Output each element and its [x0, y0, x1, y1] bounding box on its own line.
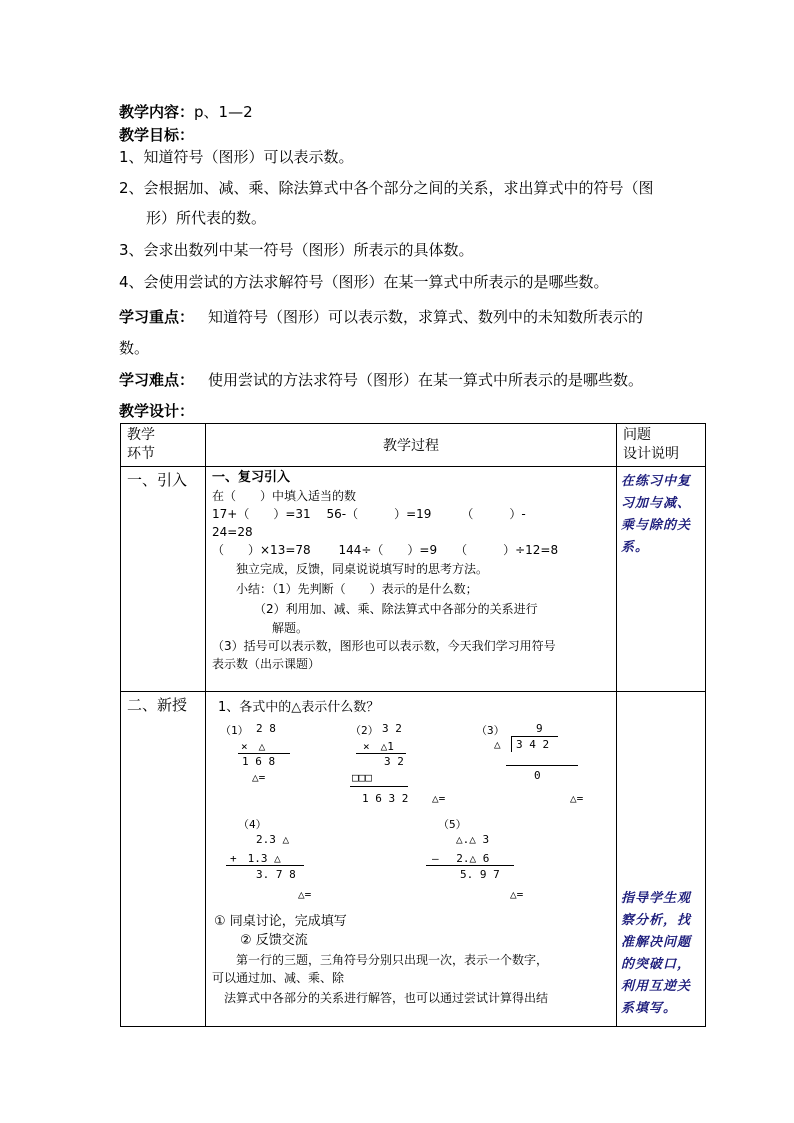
- intro-line-7: （2）利用加、减、乘、除法算式中各部分的关系进行: [212, 602, 538, 616]
- content-line: [119, 101, 253, 122]
- row-intro: [121, 467, 706, 692]
- p3-rem: 0: [534, 769, 541, 782]
- p3-quot: 9: [536, 722, 543, 735]
- p2-rule-2: [350, 786, 408, 787]
- stage-new: 二、新授: [121, 692, 206, 1027]
- header-note-l2: 设计说明: [623, 446, 679, 462]
- p1-num: （1）: [220, 724, 249, 737]
- p2-ans: △=: [432, 792, 446, 805]
- intro-line-4: （ ）×13=78 144÷（ ）=9 （ ）÷12=8: [212, 543, 559, 557]
- p1-mul: × △: [241, 740, 266, 753]
- intro-line-10: 表示数（出示课题）: [212, 657, 321, 671]
- p4-top: 2.3 △: [256, 833, 290, 846]
- p5-res: 5. 9 7: [460, 868, 500, 881]
- p1-rule: [238, 753, 290, 754]
- p4-res: 3. 7 8: [256, 868, 296, 881]
- row-new: [121, 692, 706, 1027]
- intro-line-6: 小结：（1）先判断（ ）表示的是什么数；: [212, 582, 478, 596]
- difficulty-label: 学习难点：: [119, 371, 195, 389]
- header-stage: [121, 424, 206, 467]
- goal-3: 3、会求出数列中某一符号（图形）所表示的具体数。: [119, 241, 474, 259]
- key-point-cont: 数。: [119, 339, 150, 357]
- p5-rule: [426, 865, 514, 866]
- p2-num: （2）: [350, 724, 379, 737]
- step-2: ② 反馈交流: [240, 933, 308, 948]
- p5-sub: — 2.△ 6: [432, 852, 490, 865]
- header-stage-l1: 教学: [127, 427, 155, 443]
- header-note: [617, 424, 706, 467]
- p1-top: 2 8: [256, 722, 276, 735]
- p2-boxes: □□□: [352, 771, 372, 784]
- key-point-label: 学习重点：: [119, 308, 195, 326]
- p2-mid: 3 2: [384, 755, 404, 768]
- new-text-1: 第一行的三题，三角符号分别只出现一次，表示一个数字，: [212, 953, 549, 967]
- p3-divisor: △: [494, 738, 501, 751]
- p1-ans: △=: [252, 771, 266, 784]
- new-question: 1、各式中的△表示什么数？: [218, 700, 380, 715]
- intro-line-9: （3）括号可以表示数，图形也可以表示数，今天我们学习用符号: [212, 639, 556, 653]
- header-note-l1: 问题: [623, 427, 651, 443]
- p2-mul: × △1: [363, 740, 394, 753]
- intro-line-3: 24=28: [212, 525, 253, 539]
- intro-line-2: 17+（ ）=31 56-（ ）=19 （ ）-: [212, 507, 526, 521]
- p4-rule: [226, 865, 304, 866]
- goal-1: 1、知道符号（图形）可以表示数。: [119, 148, 354, 166]
- new-text-3: 法算式中各部分的关系进行解答，也可以通过尝试计算得出结: [212, 991, 549, 1005]
- intro-title: 一、复习引入: [212, 470, 291, 485]
- p3-num: （3）: [476, 724, 505, 737]
- intro-line-5: 独立完成，反馈，同桌说说填写时的思考方法。: [212, 562, 489, 576]
- p2-rule-1: [356, 753, 406, 754]
- p3-ans: △=: [570, 792, 584, 805]
- p1-res: 1 6 8: [242, 755, 276, 768]
- content-value: p、1—2: [194, 103, 253, 121]
- intro-line-1: 在（ ）中填入适当的数: [212, 489, 357, 503]
- table-header-row: [121, 424, 706, 467]
- goal-2: 2、会根据加、减、乘、除法算式中各个部分之间的关系，求出算式中的符号（图: [119, 179, 654, 197]
- lesson-table: [120, 423, 706, 1027]
- difficulty-line: [119, 369, 643, 390]
- intro-line-8: 解题。: [212, 621, 309, 635]
- new-process: [206, 692, 617, 1027]
- p4-num: （4）: [238, 818, 267, 831]
- goal-4: 4、会使用尝试的方法求解符号（图形）在某一算式中所表示的是哪些数。: [119, 273, 609, 291]
- p5-ans: △=: [510, 888, 524, 901]
- content-label: 教学内容：: [119, 103, 195, 121]
- p3-dividend: 3 4 2: [516, 738, 550, 751]
- step-1: ① 同桌讨论，完成填写: [214, 914, 347, 929]
- intro-note: 在练习中复习加与减、乘与除的关系。: [617, 467, 706, 692]
- stage-intro: 一、引入: [121, 467, 206, 692]
- new-note: 指导学生观察分析，找准解决问题的突破口，利用互逆关系填写。: [617, 692, 706, 1027]
- p2-top: 3 2: [382, 722, 402, 735]
- key-point-text: 知道符号（图形）可以表示数，求算式、数列中的未知数所表示的: [208, 308, 644, 326]
- header-stage-l2: 环节: [127, 446, 155, 462]
- design-label: 教学设计：: [119, 402, 195, 420]
- p4-add: + 1.3 △: [230, 852, 281, 865]
- goal-2-cont: 形）所代表的数。: [146, 209, 267, 227]
- key-point-line: [119, 306, 643, 327]
- p2-res: 1 6 3 2: [362, 792, 409, 805]
- intro-process: [206, 467, 617, 692]
- p4-ans: △=: [298, 888, 312, 901]
- p5-top: △.△ 3: [456, 833, 490, 846]
- new-text-2: 可以通过加、减、乘、除: [212, 971, 345, 985]
- p5-num: （5）: [438, 818, 467, 831]
- p3-bracket-side: [511, 736, 512, 752]
- goals-label: 教学目标：: [119, 126, 195, 144]
- difficulty-text: 使用尝试的方法求符号（图形）在某一算式中所表示的是哪些数。: [208, 371, 644, 389]
- p3-bracket-top: [512, 736, 558, 737]
- header-process: 教学过程: [206, 424, 617, 467]
- p3-rule: [506, 765, 578, 766]
